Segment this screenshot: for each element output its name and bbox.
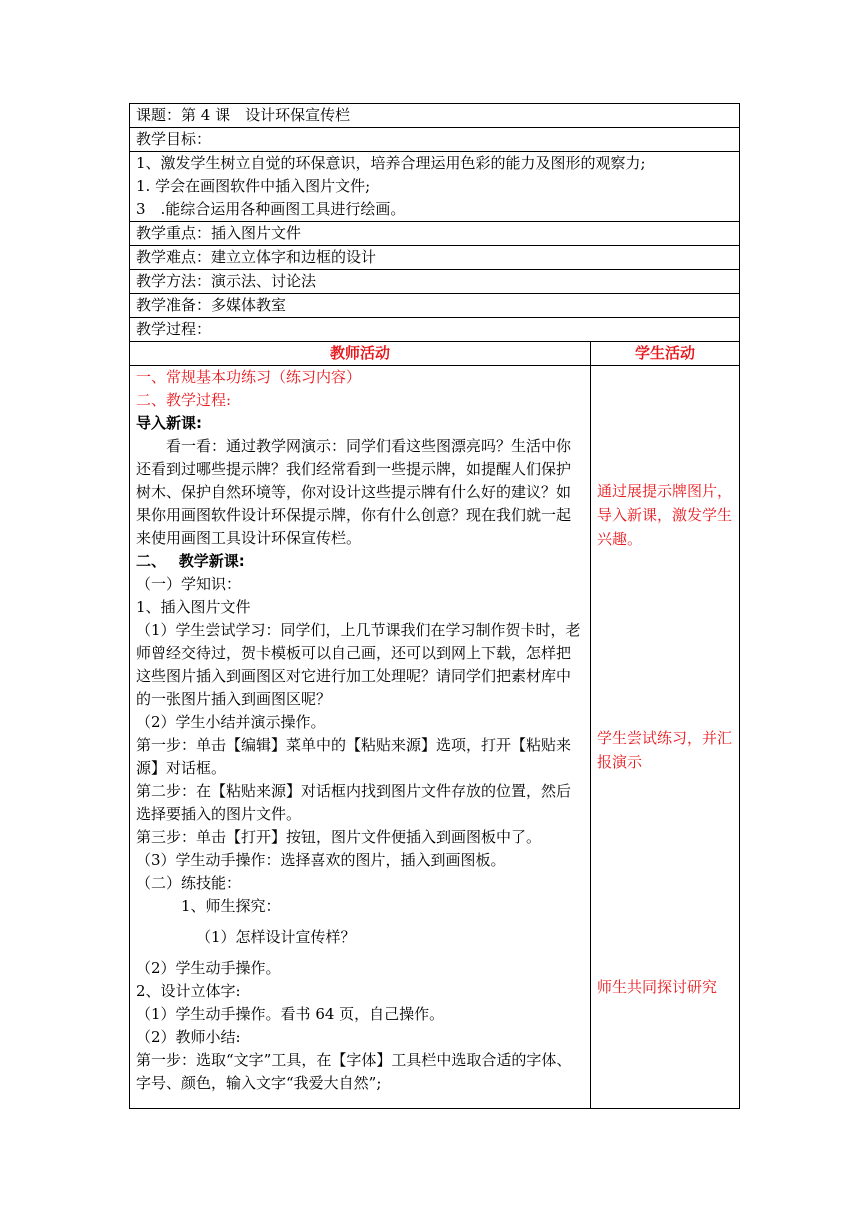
teaching-method: 教学方法：演示法、讨论法: [130, 270, 740, 294]
teacher-activity-header: 教师活动: [130, 342, 591, 366]
learn-heading: （一）学知识：: [136, 575, 242, 593]
section-routine: 一、常规基本功练习（练习内容）: [136, 368, 362, 386]
student-note-intro: 通过展提示牌图片，导入新课，激发学生兴趣。: [597, 482, 733, 548]
lesson-title: 课题：第 4 课 设计环保宣传栏: [130, 104, 740, 128]
teaching-prep: 教学准备：多媒体教室: [130, 294, 740, 318]
step-one: 第一步：单击【编辑】菜单中的【粘贴来源】选项，打开【粘贴来源】对话框。: [136, 736, 572, 777]
step-two: 第二步：在【粘贴来源】对话框内找到图片文件存放的位置，然后选择要插入的图片文件。: [136, 782, 572, 823]
teacher-summary-line: （2）教师小结:: [136, 1028, 241, 1046]
student-note-explore: 师生共同探讨研究: [597, 978, 718, 996]
three-d-heading: 2、设计立体字:: [136, 982, 241, 1000]
summary-line: （2）学生小结并演示操作。: [136, 713, 326, 731]
goal-item: 1. 学会在画图软件中插入图片文件;: [136, 177, 371, 195]
student-activity-body: [591, 366, 740, 1109]
lesson-plan-table: [129, 103, 740, 1109]
student-activity-header: 学生活动: [591, 342, 740, 366]
step-font: 第一步：选取“文字”工具，在【字体】工具栏中选取合适的字体、字号、颜色，输入文字“我爱大自然”;: [136, 1051, 572, 1092]
teacher-activity-body: [130, 366, 591, 1109]
intro-paragraph: 看一看：通过教学网演示：同学们看这些图漂亮吗？生活中你还看到过哪些提示牌？我们经常看到一些提示牌，如提醒人们保护树木、保护自然环境等，你对设计这些提示牌有什么好的建议？如果你用画图软件设计环保提示牌，你有什么创意？现在我们就一起来使用画图工具设计环保宣传栏。: [136, 437, 572, 547]
try-paragraph: （1）学生尝试学习：同学们，上几节课我们在学习制作贺卡时，老师曾经交待过，贺卡模板可以自己画，还可以到网上下载，怎样把这些图片插入到画图区对它进行加工处理呢？请同学们把素材库中的一张图片插入到画图区呢？: [136, 621, 581, 708]
hands-on-line-2: （2）学生动手操作。: [136, 959, 281, 977]
practice-heading: （二）练技能：: [136, 874, 242, 892]
how-question: （1）怎样设计宣传样？: [196, 928, 356, 946]
section-intro-heading: 导入新课:: [136, 414, 202, 432]
goals-label: 教学目标：: [130, 128, 740, 152]
goals-cell: [130, 152, 740, 222]
key-point: 教学重点：插入图片文件: [130, 222, 740, 246]
insert-heading: 1、插入图片文件: [136, 598, 251, 616]
goal-item: 1、激发学生树立自觉的环保意识，培养合理运用色彩的能力及图形的观察力;: [136, 154, 646, 172]
book-line: （1）学生动手操作。看书 64 页，自己操作。: [136, 1005, 445, 1023]
teaching-process-label: 教学过程：: [130, 318, 740, 342]
explore-heading: 1、师生探究：: [181, 897, 281, 915]
student-note-try: 学生尝试练习，并汇报演示: [597, 729, 733, 771]
section-process: 二、教学过程:: [136, 391, 232, 409]
section-new-lesson: 二、 教学新课:: [136, 552, 245, 570]
difficulty: 教学难点：建立立体字和边框的设计: [130, 246, 740, 270]
step-three: 第三步：单击【打开】按钮，图片文件便插入到画图板中了。: [136, 828, 542, 846]
hands-on-line: （3）学生动手操作：选择喜欢的图片，插入到画图板。: [136, 851, 506, 869]
goal-item: 3 .能综合运用各种画图工具进行绘画。: [136, 200, 406, 218]
